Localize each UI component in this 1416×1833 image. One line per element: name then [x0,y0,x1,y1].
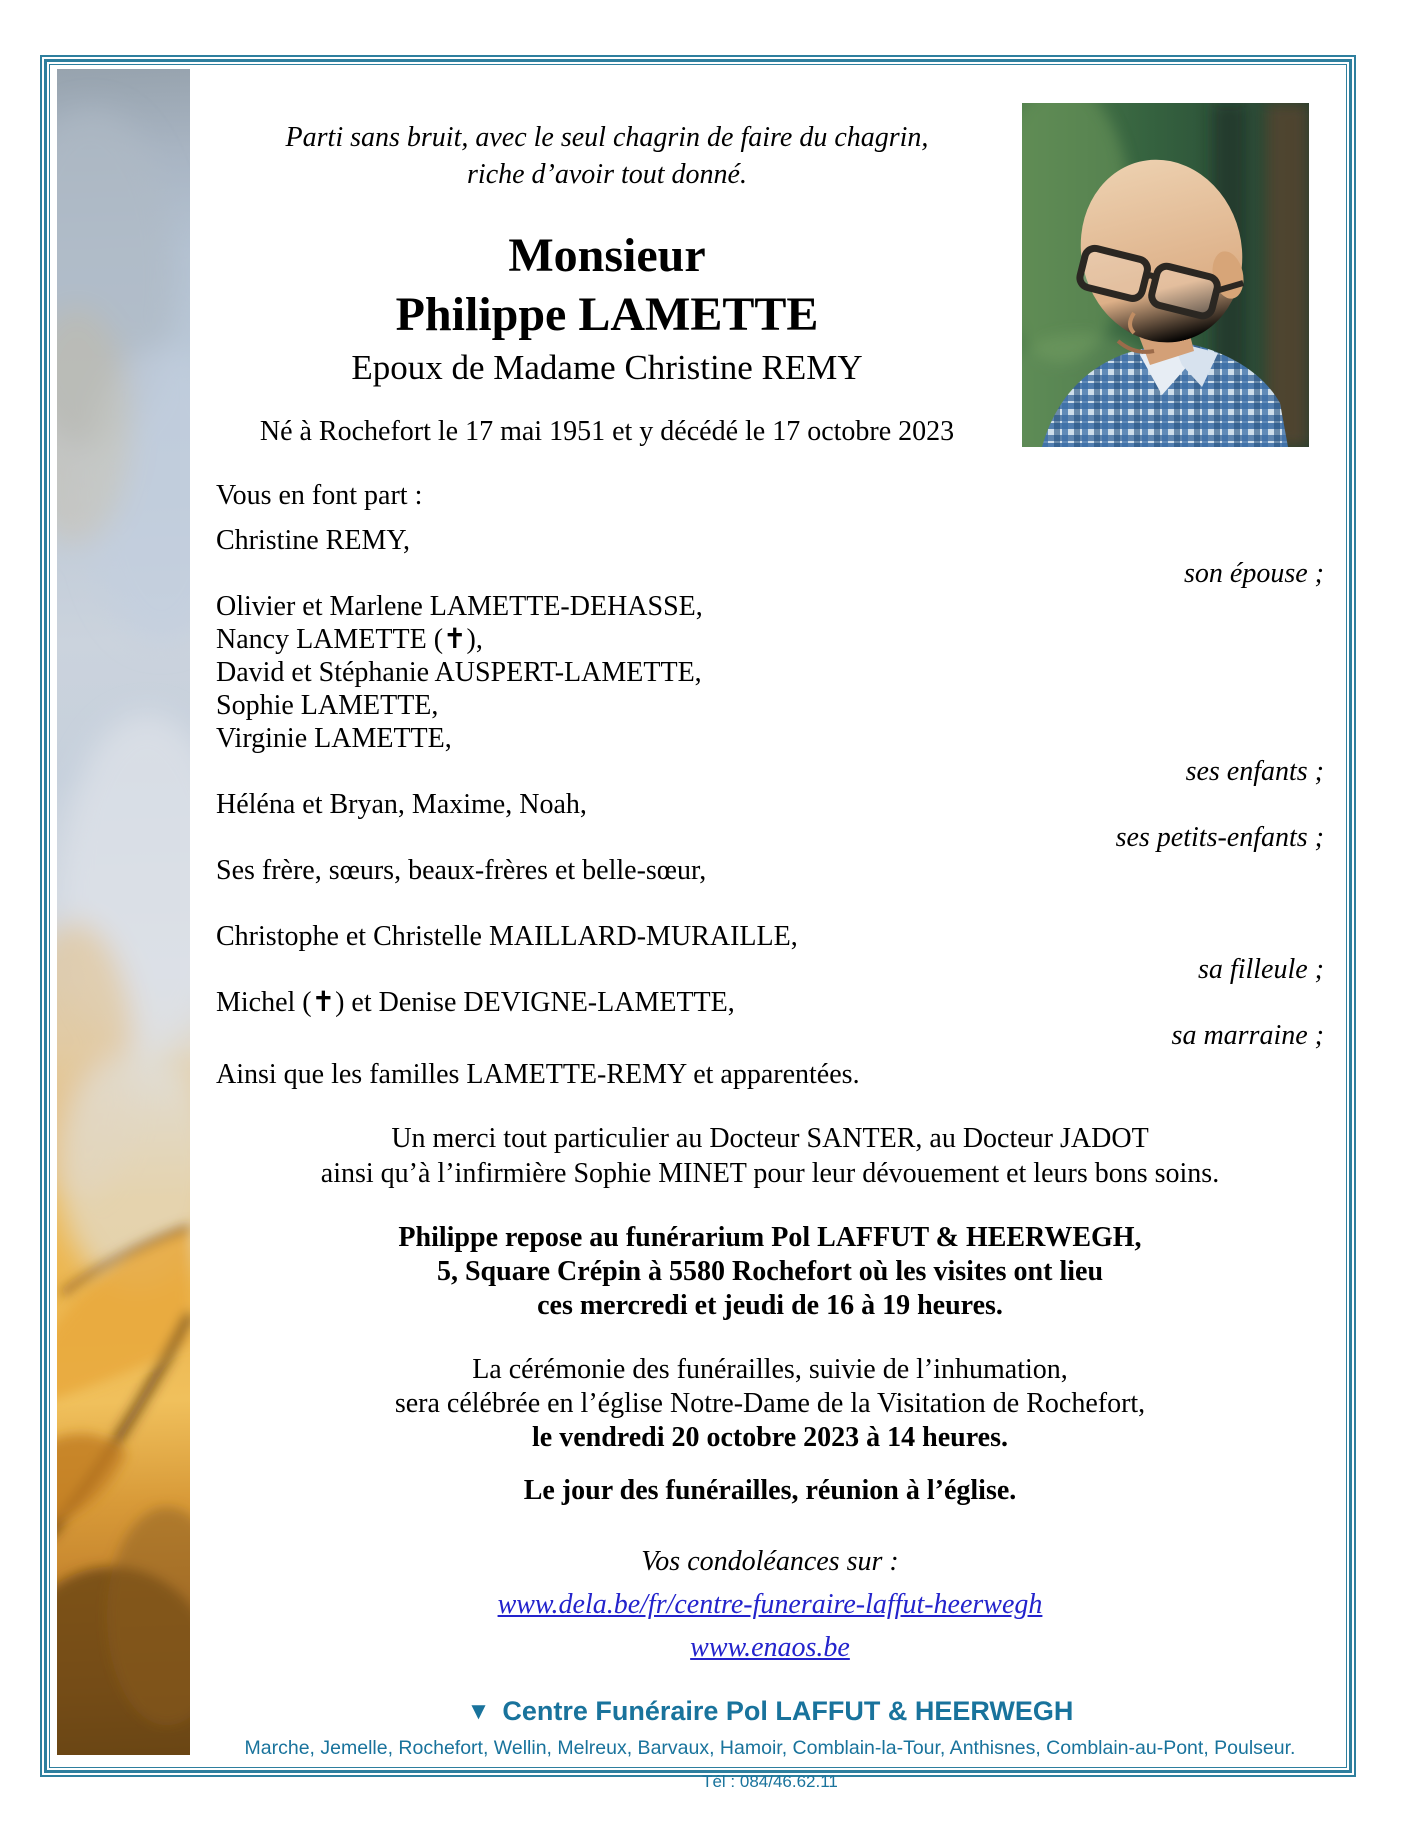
announcement-intro: Vous en font part : [216,480,423,511]
funerarium-line2: 5, Square Crépin à 5580 Rochefort où les visites ont lieu [436,1256,1104,1287]
family-godmother: Michel (✝) et Denise DEVIGNE-LAMETTE, [216,987,735,1018]
card-content [204,65,1346,1791]
brand-name: Centre Funéraire Pol LAFFUT & HEERWEGH [502,1696,1074,1726]
funerarium-line3: ces mercredi et jeudi de 16 à 19 heures. [537,1290,1003,1321]
life-dates: Né à Rochefort le 17 mai 1951 et y décédé le 17 octobre 2023 [259,416,955,447]
family-child: David et Stéphanie AUSPERT-LAMETTE, [216,657,702,688]
family-siblings: Ses frère, sœurs, beaux-frères et belle-sœur, [216,855,707,886]
page-border-frame [40,55,1356,1791]
salutation: Monsieur [508,229,706,282]
relation-goddaughter: sa filleule ; [1198,954,1324,985]
funeral-home-brand [216,1695,1324,1729]
thanks-line1: Un merci tout particulier au Docteur SANTER, au Docteur JADOT [391,1123,1149,1154]
family-child: Nancy LAMETTE (✝), [216,624,483,655]
funeral-home-phone: Tél : 084/46.62.11 [702,1772,838,1791]
condolences-link-enaos[interactable]: www.enaos.be [690,1632,850,1663]
funeral-home-locations: Marche, Jemelle, Rochefort, Wellin, Melreux, Barvaux, Hamoir, Comblain-la-Tour, Anthisnes, Comblain-au-Pont, Poulseur. [244,1737,1296,1759]
ceremony-line1: La cérémonie des funérailles, suivie de l’inhumation, [472,1354,1068,1385]
family-child: Olivier et Marlene LAMETTE-DEHASSE, [216,591,703,622]
ceremony-paragraph [216,1353,1324,1455]
condolences-label: Vos condoléances sur : [641,1546,899,1577]
family-wife: Christine REMY, [216,525,410,556]
funeral-home-footer [216,1695,1324,1794]
epigraph-line1: Parti sans bruit, avec le seul chagrin de faire du chagrin, [285,122,929,153]
family-child: Virginie LAMETTE, [216,723,452,754]
brand-triangle-icon: ▼ [466,1698,491,1725]
autumn-leaves-photo [57,69,190,1755]
relation-children: ses enfants ; [1185,756,1324,787]
ceremony-line2: sera célébrée en l’église Notre-Dame de la Visitation de Rochefort, [394,1388,1146,1419]
relation-grandchildren: ses petits-enfants ; [1115,822,1324,853]
spouse-line: Epoux de Madame Christine REMY [351,348,863,387]
family-grandchildren: Héléna et Bryan, Maxime, Noah, [216,789,587,820]
condolences-link-dela[interactable]: www.dela.be/fr/centre-funeraire-laffut-heerwegh [497,1589,1043,1620]
relation-wife: son épouse ; [1184,558,1324,589]
meeting-line: Le jour des funérailles, réunion à l’église. [523,1475,1017,1506]
portrait-photo [1022,103,1309,447]
funerarium-paragraph [216,1221,1324,1323]
family-child: Sophie LAMETTE, [216,690,439,721]
family-goddaughter: Christophe et Christelle MAILLARD-MURAILLE, [216,921,798,952]
thanks-paragraph [216,1121,1324,1191]
funerarium-line1: Philippe repose au funérarium Pol LAFFUT & HEERWEGH, [398,1222,1142,1253]
families-line: Ainsi que les familles LAMETTE-REMY et apparentées. [216,1059,860,1090]
condolences-block [216,1540,1324,1669]
deceased-name: Philippe LAMETTE [395,288,819,341]
thanks-line2: ainsi qu’à l’infirmière Sophie MINET pour leur dévouement et leurs bons soins. [320,1158,1220,1189]
epigraph-line2: riche d’avoir tout donné. [467,159,747,190]
ceremony-date-line: le vendredi 20 octobre 2023 à 14 heures. [532,1422,1008,1453]
relation-godmother: sa marraine ; [1171,1020,1324,1051]
